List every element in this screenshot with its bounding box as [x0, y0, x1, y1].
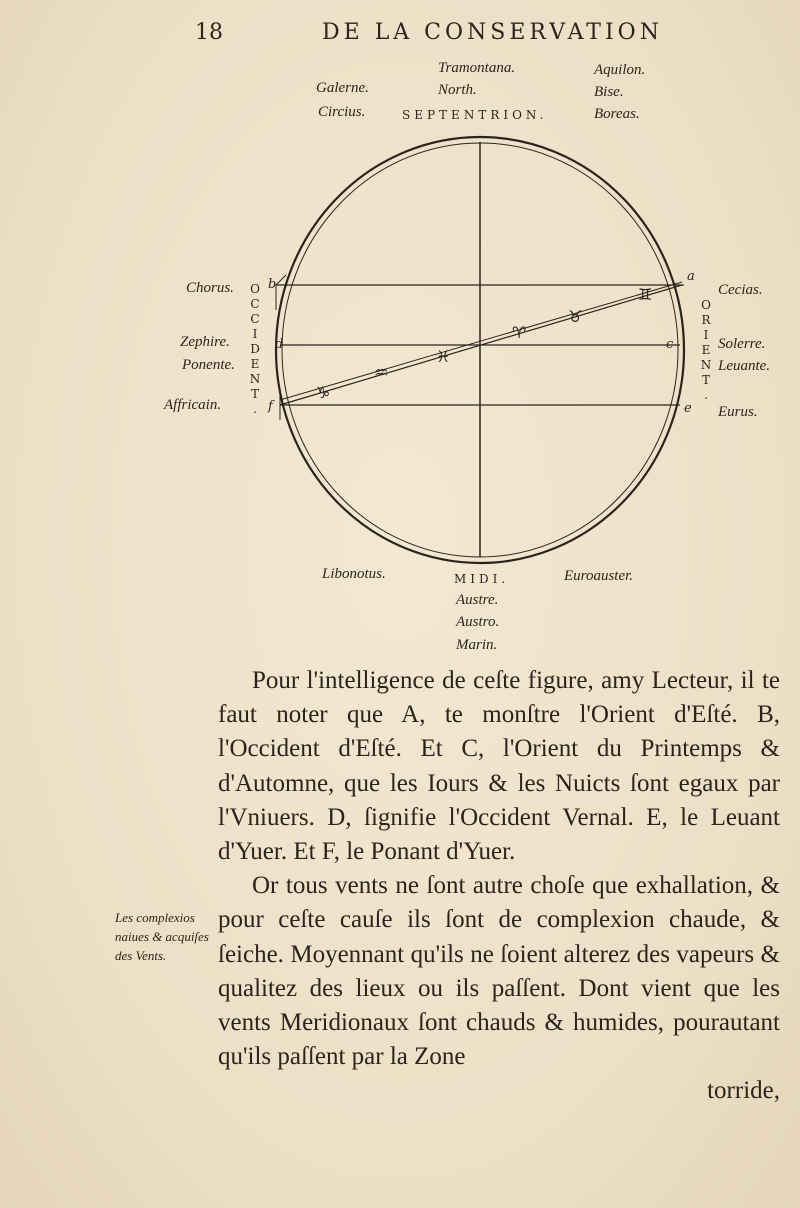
- wind-label-circius: Circius.: [318, 104, 366, 120]
- wind-label-north: North.: [438, 82, 477, 98]
- wind-label-cecias: Cecias.: [718, 282, 763, 298]
- wind-label-austre: Austre.: [456, 592, 499, 608]
- point-letter-b: b: [268, 277, 277, 292]
- ecliptic-line-2: [280, 282, 682, 400]
- point-letter-f: f: [268, 399, 273, 414]
- wind-label-boreas: Boreas.: [594, 106, 640, 122]
- point-letter-c: c: [666, 337, 674, 352]
- pisces-sign: ♓: [436, 347, 451, 366]
- label-occident-vertical: O C C I D E N T .: [249, 282, 261, 416]
- wind-label-aquilon: Aquilon.: [594, 62, 646, 78]
- wind-label-galerne: Galerne.: [316, 80, 369, 96]
- running-head: DE LA CONSERVATION: [322, 20, 663, 45]
- catchword: torride,: [707, 1077, 780, 1105]
- wind-label-leuante: Leuante.: [718, 358, 771, 374]
- label-orient-vertical: O R I E N T .: [700, 298, 712, 402]
- aquarius-sign: ♒: [374, 363, 389, 382]
- taurus-sign: ♉: [568, 307, 583, 326]
- wind-label-affricain: Affricain.: [164, 397, 222, 413]
- wind-label-eurus: Eurus.: [718, 404, 758, 420]
- page-number: 18: [195, 20, 223, 45]
- point-letter-a: a: [687, 269, 695, 284]
- wind-label-solerre: Solerre.: [718, 336, 766, 352]
- aries-sign: ♈: [512, 323, 527, 342]
- point-letter-d: d: [275, 337, 284, 352]
- wind-label-ponente: Ponente.: [182, 357, 235, 373]
- body-text: [218, 664, 780, 1109]
- wind-label-euroauster: Euroauster.: [564, 568, 634, 584]
- point-letter-e: e: [684, 401, 692, 416]
- wind-label-chorus: Chorus.: [186, 280, 234, 296]
- label-septentrion: SEPTENTRION.: [402, 108, 548, 122]
- margin-note: Les complexios naiues & acquiſes des Vents.: [115, 910, 209, 963]
- wind-label-austro: Austro.: [456, 614, 500, 630]
- label-midi: MIDI.: [454, 572, 510, 586]
- gemini-sign: ♊: [638, 285, 653, 304]
- wind-label-bise: Bise.: [594, 84, 624, 100]
- wind-label-zephire: Zephire.: [180, 334, 230, 350]
- wind-label-marin: Marin.: [456, 637, 498, 653]
- wind-label-libonotus: Libonotus.: [322, 566, 386, 582]
- wind-circle-diagram: [250, 120, 710, 570]
- paragraph-explanation: Pour l'intelligence de ceſte figure, amy Lecteur, il te faut noter que A, te monſtre l'Orient d'Eſté. B, l'Occident d'Eſté. Et C, l'Orient du Printemps & d'Automne, que les Iours & les Nuicts ſont egaux par l'Vniuers. D, ſignifie l'Occident Vernal. E, le Leuant d'Yuer. Et F, le Ponant d'Yuer.: [218, 667, 780, 866]
- paragraph-winds: Or tous vents ne ſont autre choſe que exhallation, & pour ceſte cauſe ils ſont de complexion chaude, & ſeiche. Moyennant qu'ils ne ſoient alterez des vapeurs & qualitez des lieux ou ils paſſent. Dont vient que les vents Meridionaux ſont chauds & humides, pourautant qu'ils paſſent par la Zone: [218, 872, 780, 1071]
- capricorn-sign: ♑: [316, 383, 331, 402]
- wind-label-tramontana: Tramontana.: [438, 60, 516, 76]
